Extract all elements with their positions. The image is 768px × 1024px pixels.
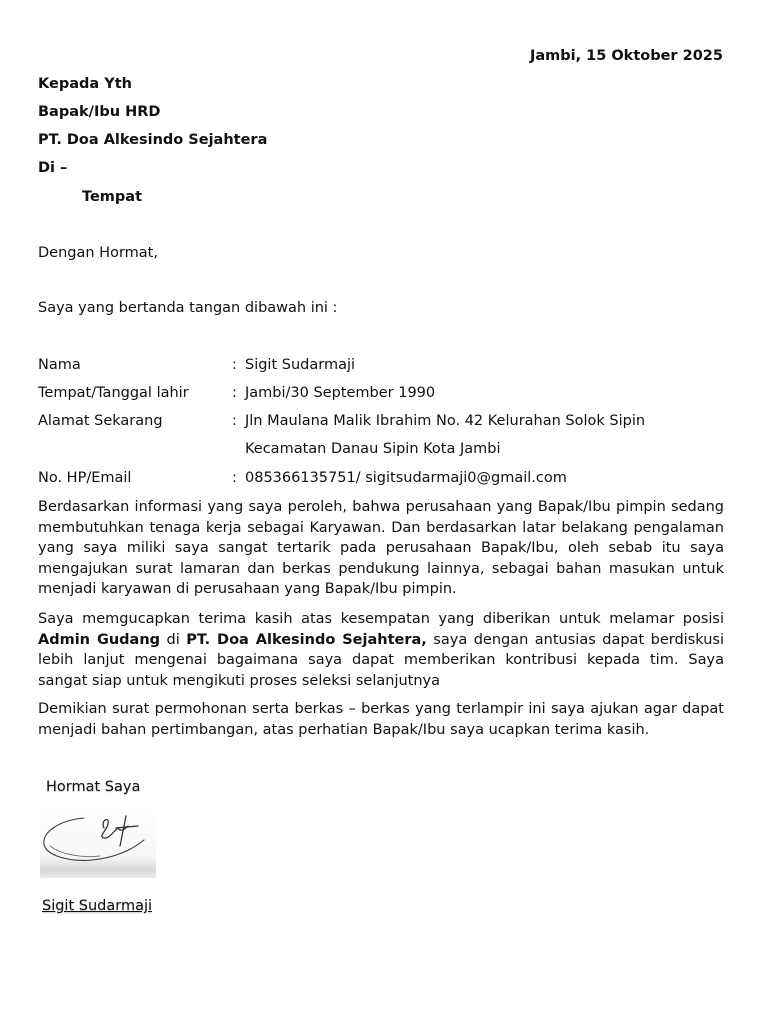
colon: : [232,357,237,373]
paragraph-2 [38,609,724,691]
paragraph-2-part-1: Saya memgucapkan terima kasih atas kesempatan yang diberikan untuk melamar posisi [38,611,724,627]
alamat-value-line-2: Kecamatan Danau Sipin Kota Jambi [245,441,501,457]
hp-email-value: 085366135751/ sigitsudarmaji0@gmail.com [245,470,567,486]
closing-text: Hormat Saya [46,779,141,795]
signature-image [40,806,156,878]
recipient-line-4: Di – [38,160,68,176]
alamat-label: Alamat Sekarang [38,413,163,429]
paragraph-1: Berdasarkan informasi yang saya peroleh, bahwa perusahaan yang Bapak/Ibu pimpin sedang membutuhkan tenaga kerja sebagai Karyawan. Dan berdasarkan latar belakang pengalaman yang saya miliki saya sangat tertarik pada perusahaan Bapak/Ibu, oleh sebab itu saya mengajukan surat lamaran dan berkas pendukung lainnya, sebagai bahan masukan untuk menjadi karyawan di perusahaan yang Bapak/Ibu pimpin. [38,499,724,597]
ttl-label: Tempat/Tanggal lahir [38,385,189,401]
alamat-value-line-1: Jln Maulana Malik Ibrahim No. 42 Kelurahan Solok Sipin [245,413,646,429]
nama-value: Sigit Sudarmaji [245,357,356,373]
recipient-line-2: Bapak/Ibu HRD [38,104,161,120]
colon: : [232,413,237,429]
hp-label: No. HP/Email [38,470,132,486]
intro-text: Saya yang bertanda tangan dibawah ini : [38,300,338,316]
signature-icon [40,806,156,878]
letter-date: Jambi, 15 Oktober 2025 [529,48,723,64]
paragraph-2-part-3: saya dengan antusias dapat berdiskusi lebih lanjut mengenai bagaimana saya dapat memberikan kontribusi kepada tim. Saya sangat siap untuk mengikuti proses seleksi selanjutnya [38,631,724,689]
recipient-company: PT. Doa Alkesindo Sejahtera [38,132,268,148]
recipient-place: Tempat [82,189,143,205]
paragraph-2-part-2: di [160,631,187,648]
colon: : [232,470,237,486]
recipient-line-1: Kepada Yth [38,76,132,92]
position-name: Admin Gudang [38,631,161,648]
nama-label: Nama [38,357,81,373]
paragraph-3: Demikian surat permohonan serta berkas – berkas yang terlampir ini saya ajukan agar dapat menjadi bahan pertimbangan, atas perhatian Bapak/Ibu saya ucapkan terima kasih. [38,701,724,738]
colon: : [232,385,237,401]
ttl-value: Jambi/30 September 1990 [245,385,436,401]
greeting: Dengan Hormat, [38,245,158,261]
signature-name: Sigit Sudarmaji [42,898,153,914]
company-name: PT. Doa Alkesindo Sejahtera, [186,631,427,648]
